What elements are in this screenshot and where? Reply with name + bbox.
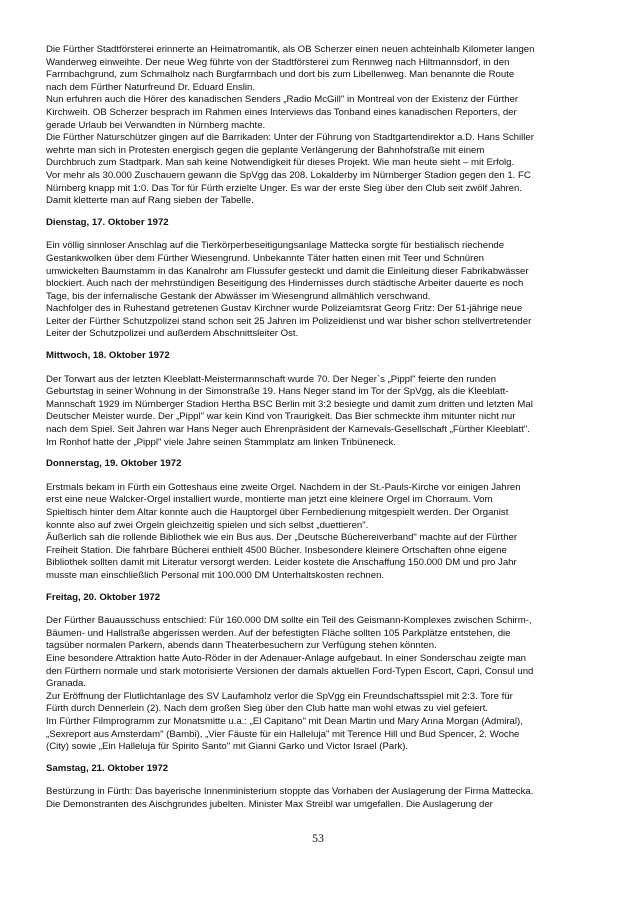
text-line: Ein völlig sinnloser Anschlag auf die Tierkörperbeseitigungsanlage Mattecka sorgte für bestialisch riechende (46, 240, 505, 252)
text-line: Spieltisch hinter dem Altar konnte auch die Hauptorgel über Fernbedienung mitgespielt werden. Der Organist (46, 507, 509, 518)
date-heading: Donnerstag, 19. Oktober 1972 (46, 458, 182, 470)
text-line: nach dem Fürther Naturfreund Dr. Eduard Enslin. (46, 81, 256, 93)
date-heading: Mittwoch, 18. Oktober 1972 (46, 350, 170, 362)
text-line: Nun erfuhren auch die Hörer des kanadischen Senders „Radio McGill" in Montreal von der Existenz der Fürther (46, 94, 519, 106)
text-line: Tage, bis der infernalische Gestank der Abwässer im Wiesengrund allmählich verschwand. (46, 290, 431, 302)
text-line: wehrte man sich in Protesten energisch gegen die geplante Verlängerung der Bahnhofstraße mit einem (46, 144, 485, 156)
day-sections (46, 217, 594, 812)
day-section (46, 458, 594, 582)
text-line: Mannschaft 1929 im Nürnberger Stadion Hertha BSC Berlin mit 3:2 besiegte und damit zum dritten und letzten Mal (46, 398, 533, 410)
text-line: Leiter der Schutzpolizei und außerdem Abschnittsleiter Ost. (46, 328, 299, 340)
day-section (46, 592, 594, 754)
text-line: Geburtstag in seiner Wohnung in der Simonstraße 19. Hans Neger stand im Tor der SpVgg, als die Kleeblatt- (46, 386, 509, 398)
text-line: Nachfolger des in Ruhestand getretenen Gustav Kirchner wurde Polizeiamtsrat Georg Fritz: Der 51-jährige neue (46, 303, 523, 315)
text-line: Im Fürther Filmprogramm zur Monatsmitte u.a.: „El Capitano" mit Dean Martin und Mary Anna Morgan (Admiral), (46, 715, 523, 727)
text-line: Damit kletterte man auf Rang sieben der Tabelle. (46, 195, 254, 207)
text-line: „Sexreport aus Amsterdam" (Bambi), „Vier Fäuste für ein Halleluja" mit Terence Hill und Bud Spencer, 2. Woche (46, 728, 520, 740)
text-line: Vor mehr als 30.000 Zuschauern gewann die SpVgg das 208. Lokalderby im Nürnberger Stadion gegen den 1. FC (46, 169, 531, 181)
page-number: 53 (312, 831, 324, 845)
text-line: Eine besondere Attraktion hatte Auto-Röder in der Adenauer-Anlage aufgebaut. In einer Sonderschau zeigte man (46, 652, 527, 664)
text-line: Bestürzung in Fürth: Das bayerische Innenministerium stoppte das Vorhaben der Auslagerung der Firma Mattecka. (46, 786, 534, 798)
day-section (46, 350, 594, 449)
text-line: Im Ronhof hatte der „Pippl" viele Jahre seinen Stammplatz am linken Tribüneneck. (46, 436, 397, 448)
text-line: Leiter der Fürther Schutzpolizei stand schon seit 25 Jahren im Polizeidienst und war bisher schon stellvertretender (46, 315, 532, 327)
day-section (46, 217, 594, 341)
section-paragraph (46, 482, 594, 583)
text-line: musste man einschließlich Personal mit 100.000 DM Unterhaltskosten rechnen. (46, 569, 385, 581)
day-section (46, 763, 594, 812)
section-paragraph (46, 240, 594, 341)
text-line: Freiheit Station. Die fahrbare Bücherei enthielt 4500 Bücher. Insbesondere kleinere Ortschaften ohne eigene (46, 544, 507, 556)
text-line: Kirchweih. OB Scherzer besprach im Rahmen eines Interviews das Tonband eines kanadischen Reporters, der (46, 106, 517, 118)
section-paragraph (46, 374, 594, 450)
text-line: Erstmals bekam in Fürth ein Gotteshaus eine zweite Orgel. Nachdem in der St.-Pauls-Kirche vor einigen Jahren (46, 481, 521, 493)
text-line: (City) sowie „Ein Halleluja für Spirito Santo" mit Gianni Garko und Victor Israel (Park). (46, 741, 409, 753)
text-line: blockiert. Auch nach der mehrstündigen Beseitigung des Hindernisses durch städtische Arbeiter dauerte es noch (46, 278, 524, 290)
text-line: Deutscher Meister wurde. Der „Pippl" war kein Kind von Traurigkeit. Das Bier schmeckte ihm mitunter nicht nur (46, 411, 516, 423)
text-line: tagsüber normalen Parkern, abends dann Theaterbesuchern zur Verfügung stehen könnten. (46, 640, 437, 652)
intro-paragraph (46, 44, 594, 208)
text-line: den Fürthern normale und stark motorisierte Versionen der damals aktuellen Ford-Typen Escort, Capri, Consul und (46, 665, 534, 677)
text-line: erst eine neue Walcker-Orgel installiert wurde, montierte man jetzt eine kleinere Orgel im Chorraum. Vom (46, 494, 493, 506)
text-line: Bäumen- und Hallstraße abgerissen werden. Auf der befestigten Fläche sollten 105 Parkplätze entstehen, die (46, 627, 511, 639)
date-heading: Dienstag, 17. Oktober 1972 (46, 216, 169, 228)
date-heading: Samstag, 21. Oktober 1972 (46, 762, 169, 774)
text-line: Bibliothek sollten damit mit Literatur versorgt werden. Leider kostete die Anschaffung 150.000 DM und pro Jahr (46, 557, 517, 569)
text-line: nach dem Spiel. Seit Jahren war Hans Neger auch Ehrenpräsident der Karnevals-Gesellschaft „Fürther Kleeblatt". (46, 424, 530, 436)
text-line: Granada. (46, 678, 87, 690)
text-line: umwickelten Baumstamm in das Kanalrohr am Flussufer gesteckt und damit die Einleitung dieser Fabrikabwässer (46, 265, 529, 277)
text-line: Wanderweg einweihte. Der neue Weg führte von der Stadtförsterei zum Rennweg nach Hiltmannsdorf, in den (46, 56, 510, 68)
date-heading: Freitag, 20. Oktober 1972 (46, 591, 161, 603)
text-line: Die Fürther Naturschützer gingen auf die Barrikaden: Unter der Führung von Stadtgartendirektor a.D. Hans Schiller (46, 132, 534, 144)
text-line: konnte also auf zwei Orgeln gleichzeitig spielen und sich selbst „duettieren". (46, 519, 369, 531)
section-paragraph (46, 786, 594, 811)
document-page (46, 44, 594, 811)
text-line: Fürth durch Dennerlein (2). Nach dem großen Sieg über den Club hatte man wohl etwas zu viel gefeiert. (46, 703, 489, 715)
text-line: Farrnbachgrund, zum Schmalholz nach Burgfarrnbach und dort bis zum Libellenweg. Man benannte die Route (46, 69, 515, 81)
text-line: Der Fürther Bauausschuss entschied: Für 160.000 DM sollte ein Teil des Geismann-Komplexes zwischen Schirm-, (46, 615, 532, 627)
text-line: gerade Urlaub bei Verwandten in Nürnberg machte. (46, 119, 266, 131)
section-paragraph (46, 615, 594, 754)
text-line: Gestankwolken über dem Fürther Wiesengrund. Unbekannte Täter hatten einen mit Teer und Schnüren (46, 252, 485, 264)
text-line: Nürnberg knapp mit 1:0. Das Tor für Fürth erzielte Unger. Es war der erste Sieg über den Club seit zwölf Jahren. (46, 182, 523, 194)
text-line: Die Demonstranten des Aischgrundes jubelten. Minister Max Streibl war umgefallen. Die Auslagerung der (46, 798, 493, 810)
text-line: Äußerlich sah die rollende Bibliothek wie ein Bus aus. Der „Deutsche Büchereiverband" machte auf der Fürther (46, 532, 518, 544)
text-line: Zur Eröffnung der Flutlichtanlage des SV Laufamholz verlor die SpVgg ein Freundschaftsspiel mit 2:3. Tore für (46, 690, 513, 702)
text-line: Durchbruch zum Stadtpark. Man sah keine Notwendigkeit für dieses Projekt. Wie man heute sieht – mit Erfolg. (46, 157, 515, 169)
text-line: Die Fürther Stadtförsterei erinnerte an Heimatromantik, als OB Scherzer einen neuen achteinhalb Kilometer langen (46, 44, 535, 55)
text-line: Der Torwart aus der letzten Kleeblatt-Meistermannschaft wurde 70. Der Neger`s „Pippl" feierte den runden (46, 373, 497, 385)
